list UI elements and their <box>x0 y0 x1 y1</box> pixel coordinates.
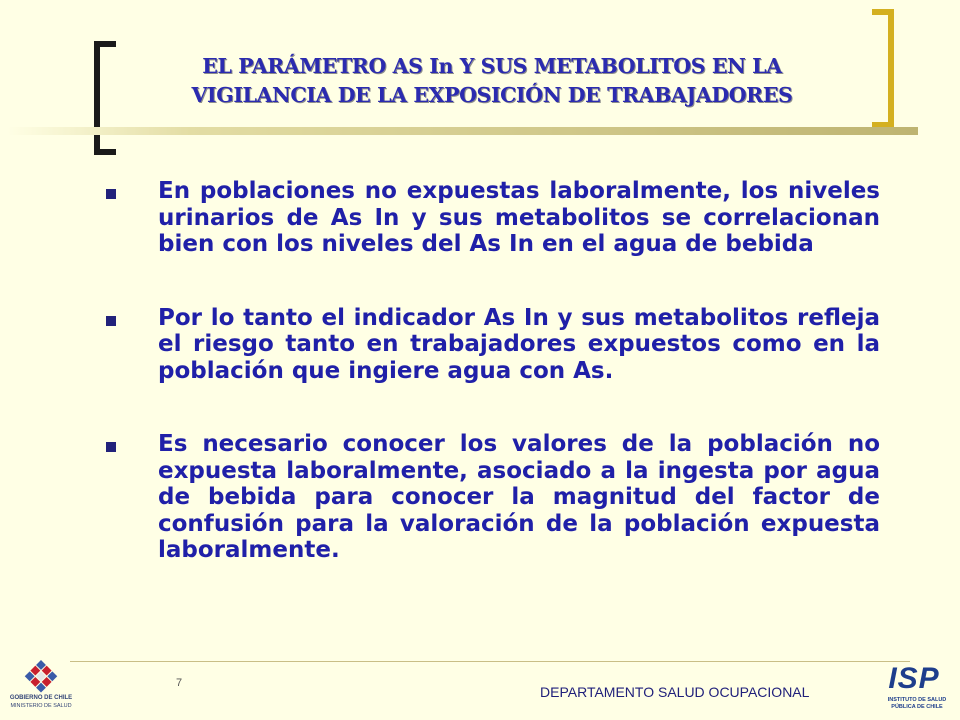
gov-logo-line-1: GOBIERNO DE CHILE <box>9 695 73 701</box>
square-bullet-icon <box>106 316 116 326</box>
isp-logo-line-1: INSTITUTO DE SALUD <box>887 697 947 703</box>
department-footer: DEPARTAMENTO SALUD OCUPACIONAL <box>540 684 810 700</box>
left-bracket-decoration <box>94 41 116 155</box>
bullet-list <box>102 178 880 564</box>
bullet-text-1: En poblaciones no expuestas laboralmente, los niveles urinarios de As In y sus metabolitos se correlacionan bien con los niveles del As In en el agua de bebida <box>158 178 880 257</box>
bullet-item-2 <box>102 305 880 385</box>
right-bracket-decoration <box>872 9 894 128</box>
slide-title-line-2: VIGILANCIA DE LA EXPOSICIÓN DE TRABAJADORES <box>191 83 793 107</box>
page-number: 7 <box>176 677 183 689</box>
square-bullet-icon <box>106 189 116 199</box>
bullet-text-3: Es necesario conocer los valores de la población no expuesta laboralmente, asociado a la ingesta por agua de bebida para conocer la magnitud del factor de confusión para la valoración de la población expuesta laboralmente. <box>158 431 880 563</box>
slide-title <box>120 52 864 110</box>
title-underline-rule <box>8 127 918 135</box>
isp-logo-line-2: PÚBLICA DE CHILE <box>891 704 943 710</box>
isp-logo-text: ISP <box>888 662 940 695</box>
footer-divider <box>70 661 910 662</box>
bullet-item-1 <box>102 178 880 258</box>
bullet-text-2: Por lo tanto el indicador As In y sus metabolitos refleja el riesgo tanto en trabajadores expuestos como en la población que ingiere agua con As. <box>158 304 880 384</box>
bullet-item-3 <box>102 431 880 564</box>
slide-title-line-1: EL PARÁMETRO AS In Y SUS METABOLITOS EN LA <box>202 54 782 78</box>
square-bullet-icon <box>106 442 116 452</box>
gov-logo-line-2: MINISTERIO DE SALUD <box>10 703 72 709</box>
